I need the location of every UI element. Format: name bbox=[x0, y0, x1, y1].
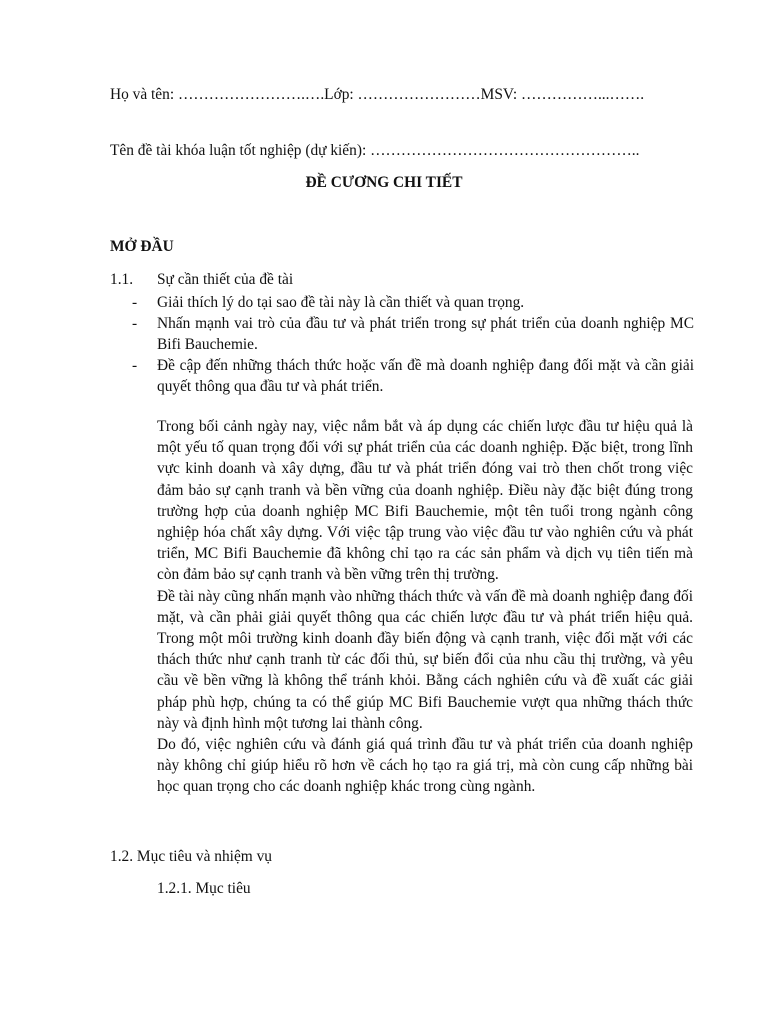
necessity-body bbox=[157, 416, 693, 798]
body-paragraph: Trong bối cảnh ngày nay, việc nắm bắt và áp dụng các chiến lược đầu tư hiệu quả là một yếu tố quan trọng đối với sự phát triển của các doanh nghiệp. Đặc biệt, trong lĩnh vực kinh doanh và xây dựng, đầu tư và phát triển đóng vai trò then chốt trong việc đảm bảo sự cạnh tranh và bền vững của doanh nghiệp. Điều này đặc biệt đúng trong trường hợp của doanh nghiệp MC Bifi Bauchemie, một tên tuổi trong ngành công nghiệp hóa chất xây dựng. Với việc tập trung vào việc đầu tư vào nghiên cứu và phát triển, MC Bifi Bauchemie đã không chỉ tạo ra các sản phẩm và dịch vụ tiên tiến mà còn đảm bảo sự cạnh tranh và bền vững trên thị trường. bbox=[157, 418, 693, 584]
list-item bbox=[110, 313, 694, 355]
list-item bbox=[110, 292, 694, 313]
section-number: 1.1. bbox=[110, 271, 134, 288]
section-title: Sự cần thiết của đề tài bbox=[157, 271, 294, 288]
section-1-2-heading: 1.2. Mục tiêu và nhiệm vụ bbox=[110, 848, 272, 865]
bullet-text: Đề cập đến những thách thức hoặc vấn đề mà doanh nghiệp đang đối mặt và cần giải quyết thông qua đầu tư và phát triển. bbox=[157, 357, 694, 395]
bullet-dash: - bbox=[132, 315, 138, 332]
body-paragraph: Do đó, việc nghiên cứu và đánh giá quá trình đầu tư và phát triển của doanh nghiệp này không chỉ giúp hiểu rõ hơn về cách họ tạo ra giá trị, mà còn cung cấp những bài học quan trọng cho các doanh nghiệp khác trong cùng ngành. bbox=[157, 736, 693, 796]
thesis-topic-line: Tên đề tài khóa luận tốt nghiệp (dự kiến): …………………………………………….. bbox=[110, 142, 640, 159]
bullet-text: Giải thích lý do tại sao đề tài này là cần thiết và quan trọng. bbox=[157, 294, 525, 311]
bullet-dash: - bbox=[132, 357, 138, 374]
body-paragraph: Đề tài này cũng nhấn mạnh vào những thách thức và vấn đề mà doanh nghiệp đang đối mặt, và cần phải giải quyết thông qua các chiến lược đầu tư và phát triển hiệu quả. Trong một môi trường kinh doanh đầy biến động và cạnh tranh, việc đối mặt với các thách thức như cạnh tranh từ các đối thủ, sự biến đổi của nhu cầu thị trường, và yêu cầu về bền vững là không thể tránh khỏi. Bằng cách nghiên cứu và đề xuất các giải pháp phù hợp, chúng ta có thể giúp MC Bifi Bauchemie vượt qua những thách thức này và định hình một tương lai thành công. bbox=[157, 587, 693, 732]
intro-heading: MỞ ĐẦU bbox=[110, 238, 174, 255]
section-1-2-1-heading: 1.2.1. Mục tiêu bbox=[157, 880, 251, 897]
bullet-text: Nhấn mạnh vai trò của đầu tư và phát triển trong sự phát triển của doanh nghiệp MC Bifi Bauchemie. bbox=[157, 315, 694, 353]
student-info-line: Họ và tên: …………………….….Lớp: ……………………MSV: ……………...……. bbox=[110, 86, 645, 103]
section-1-1-heading bbox=[110, 271, 293, 289]
document-title: ĐỀ CƯƠNG CHI TIẾT bbox=[305, 174, 463, 191]
bullet-dash: - bbox=[132, 294, 138, 311]
list-item bbox=[110, 355, 694, 397]
necessity-bullet-list bbox=[110, 292, 694, 397]
